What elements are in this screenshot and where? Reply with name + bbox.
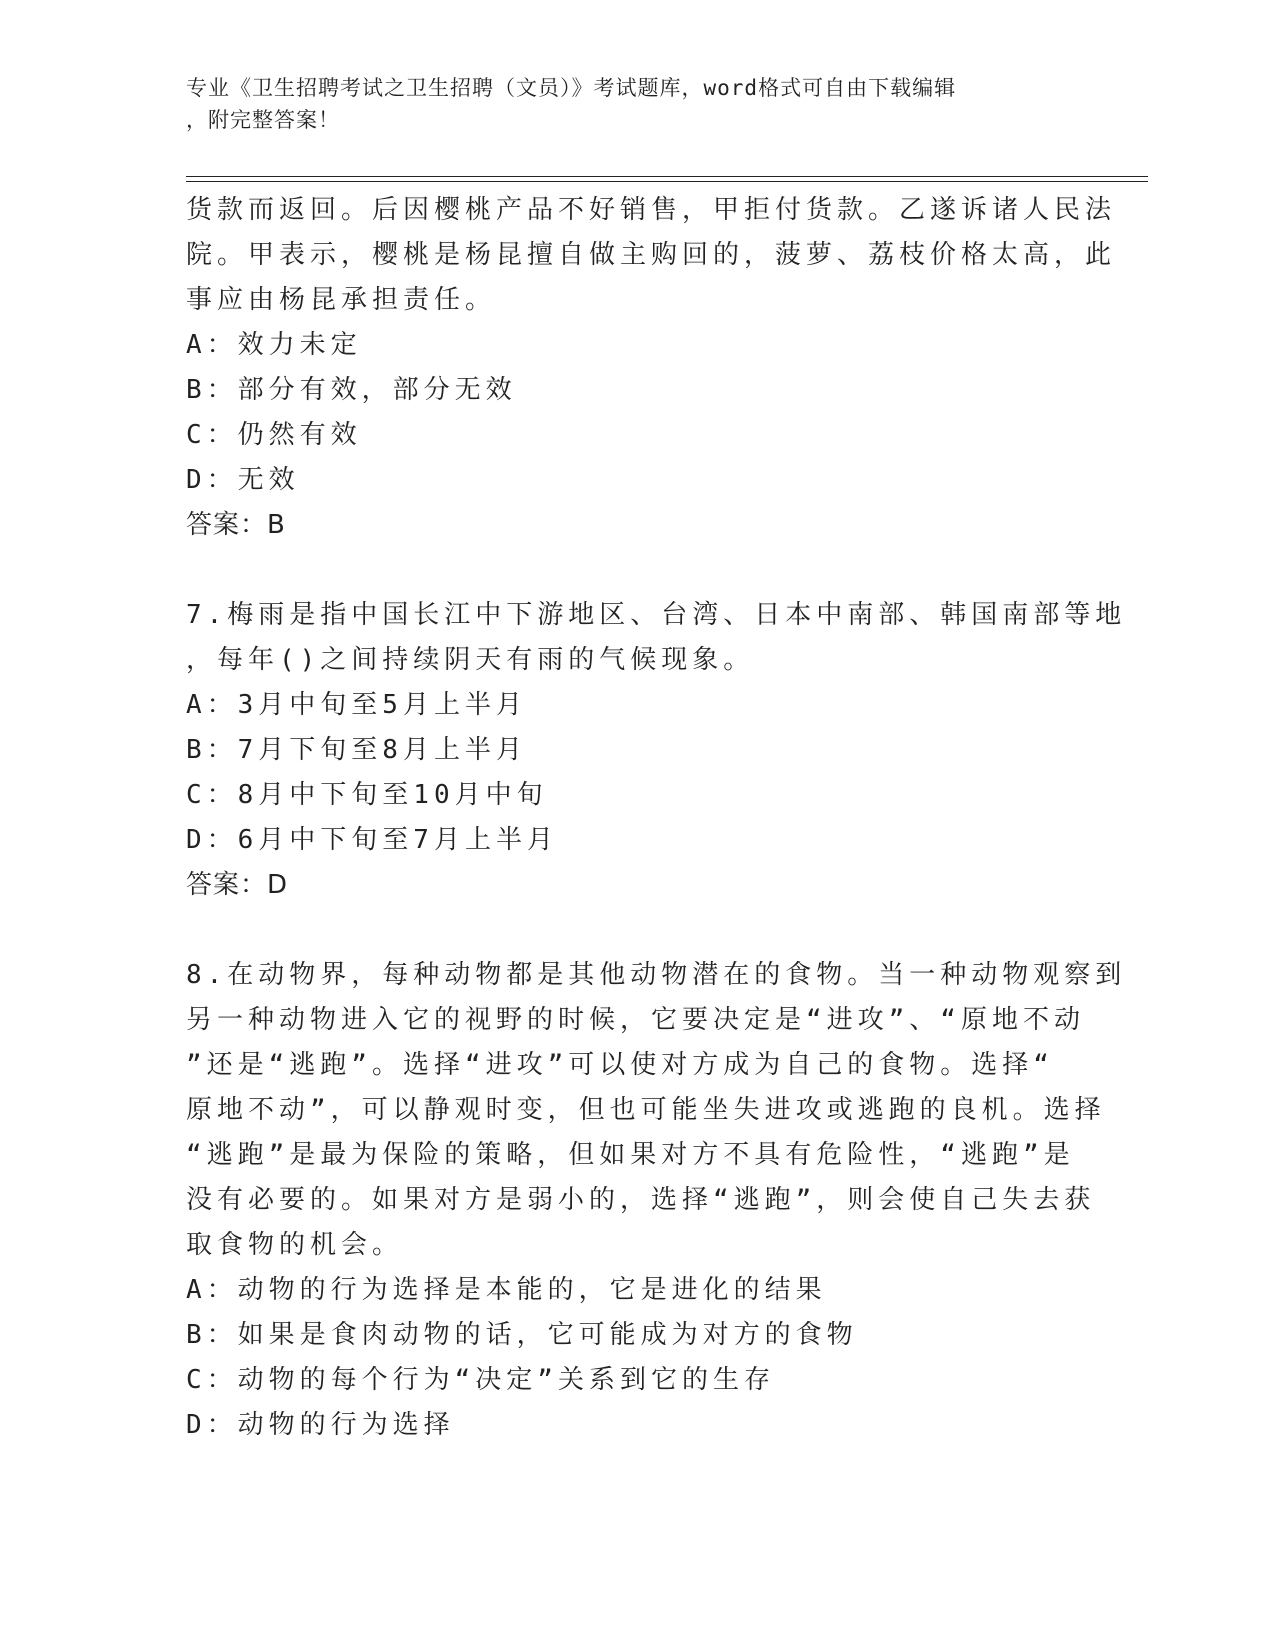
question-text-line: 没有必要的。如果对方是弱小的，选择“逃跑”，则会使自己失去获	[186, 1185, 1096, 1215]
question-text-line: 货款而返回。后因樱桃产品不好销售，甲拒付货款。乙遂诉诸人民法	[186, 195, 1117, 225]
question-text-line: ，每年()之间持续阴天有雨的气候现象。	[186, 645, 755, 675]
question-7	[186, 593, 1127, 908]
question-content	[186, 188, 1127, 1448]
option-c: C：仍然有效	[186, 420, 362, 450]
option-b: B：如果是食肉动物的话，它可能成为对方的食物	[186, 1320, 858, 1350]
answer: 答案：D	[186, 870, 289, 900]
header-rule-top	[186, 176, 1148, 177]
header-line-2: ，附完整答案！	[186, 108, 340, 132]
question-text-line: 原地不动”，可以静观时变，但也可能坐失进攻或逃跑的良机。选择	[186, 1095, 1106, 1125]
question-text-line: 8.在动物界，每种动物都是其他动物潜在的食物。当一种动物观察到	[186, 960, 1127, 990]
header-rule-bottom	[186, 181, 1148, 182]
option-a: A：3月中旬至5月上半月	[186, 690, 527, 720]
option-d: D：动物的行为选择	[186, 1410, 455, 1440]
option-c: C：8月中下旬至10月中旬	[186, 780, 548, 810]
spacer	[186, 548, 1066, 593]
option-b: B：部分有效，部分无效	[186, 375, 517, 405]
question-text-line: 7.梅雨是指中国长江中下游地区、台湾、日本中南部、韩国南部等地	[186, 600, 1127, 630]
question-text-line: 另一种动物进入它的视野的时候，它要决定是“进攻”、“原地不动	[186, 1005, 1085, 1035]
question-8	[186, 953, 1127, 1448]
header-line-1: 专业《卫生招聘考试之卫生招聘（文员）》考试题库，word格式可自由下载编辑	[186, 76, 957, 100]
spacer	[186, 908, 1066, 953]
answer: 答案：B	[186, 510, 286, 540]
option-d: D：无效	[186, 465, 300, 495]
question-text-line: “逃跑”是最为保险的策略，但如果对方不具有危险性，“逃跑”是	[186, 1140, 1075, 1170]
option-c: C：动物的每个行为“决定”关系到它的生存	[186, 1365, 775, 1395]
question-6	[186, 188, 1117, 548]
option-b: B：7月下旬至8月上半月	[186, 735, 527, 765]
question-text-line: 事应由杨昆承担责任。	[186, 285, 497, 315]
option-d: D：6月中下旬至7月上半月	[186, 825, 558, 855]
page-header	[186, 72, 1066, 136]
option-a: A：动物的行为选择是本能的，它是进化的结果	[186, 1275, 827, 1305]
question-text-line: 取食物的机会。	[186, 1230, 404, 1260]
question-text-line: ”还是“逃跑”。选择“进攻”可以使对方成为自己的食物。选择“	[186, 1050, 1054, 1080]
option-a: A：效力未定	[186, 330, 362, 360]
question-text-line: 院。甲表示，樱桃是杨昆擅自做主购回的，菠萝、荔枝价格太高，此	[186, 240, 1117, 270]
